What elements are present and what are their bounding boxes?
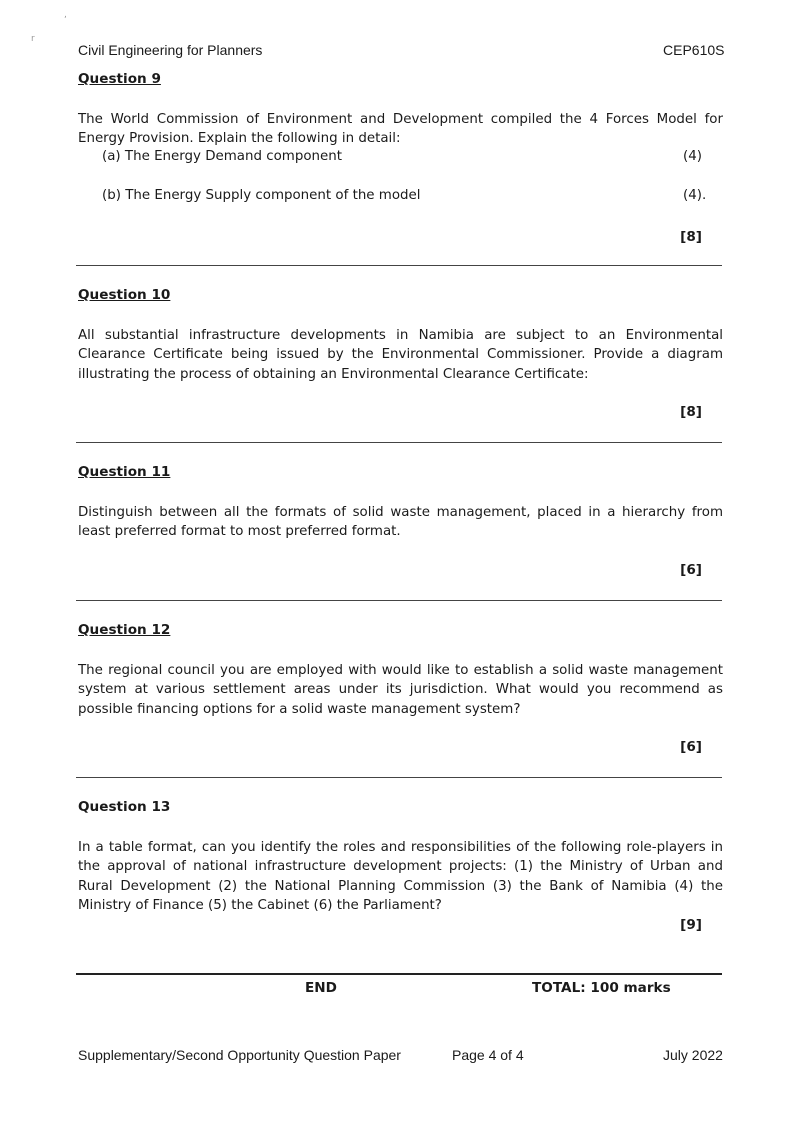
- course-title: Civil Engineering for Planners: [78, 42, 263, 58]
- question-12-title: Question 12: [78, 622, 171, 638]
- question-9-total: [8]: [680, 229, 702, 245]
- question-11-title: Question 11: [78, 464, 171, 480]
- question-9b-text: (b) The Energy Supply component of the model: [102, 188, 421, 203]
- question-9-text: The World Commission of Environment and Development compiled the 4 Forces Model for Energy Provision. Explain the following in detail:: [78, 112, 723, 147]
- end-label: END: [305, 980, 337, 996]
- question-12-text: The regional council you are employed with would like to establish a solid waste management system at various settlement areas under its jurisdiction. What would you recommend as possible financing options for a solid waste management system?: [78, 663, 723, 717]
- question-13-total: [9]: [680, 917, 702, 933]
- question-9-title: Question 9: [78, 71, 161, 87]
- total-marks: TOTAL: 100 marks: [532, 980, 671, 996]
- scan-speck: ,: [64, 10, 67, 20]
- footer-page-number: Page 4 of 4: [452, 1047, 524, 1063]
- divider: [76, 265, 722, 266]
- divider: [76, 777, 722, 778]
- end-divider: [76, 973, 722, 975]
- question-11-total: [6]: [680, 562, 702, 578]
- footer-paper-type: Supplementary/Second Opportunity Question Paper: [78, 1047, 401, 1063]
- footer-date: July 2022: [663, 1047, 723, 1063]
- question-9a-marks: (4): [683, 149, 702, 164]
- question-12-total: [6]: [680, 739, 702, 755]
- question-13-title: Question 13: [78, 799, 171, 815]
- question-9a-text: (a) The Energy Demand component: [102, 149, 343, 164]
- question-9b-marks: (4).: [683, 188, 707, 203]
- question-10-text: All substantial infrastructure developments in Namibia are subject to an Environmental Clearance Certificate being issued by the Environmental Commissioner. Provide a diagram illustrating the process of obtaining an Environmental Clearance Certificate:: [78, 328, 723, 382]
- question-10-total: [8]: [680, 404, 702, 420]
- divider: [76, 442, 722, 443]
- question-13-text: In a table format, can you identify the roles and responsibilities of the following role-players in the approval of national infrastructure development projects: (1) the Ministry of Urban and Rural Development (2) the National Planning Commission (3) the Bank of Namibia (4) the Ministry of Finance (5) the Cabinet (6) the Parliament?: [78, 840, 723, 913]
- course-code: CEP610S: [663, 42, 725, 58]
- divider: [76, 600, 722, 601]
- question-11-text: Distinguish between all the formats of solid waste management, placed in a hierarchy from least preferred format to most preferred format.: [78, 505, 723, 540]
- scan-speck: r: [31, 34, 35, 44]
- question-10-title: Question 10: [78, 287, 171, 303]
